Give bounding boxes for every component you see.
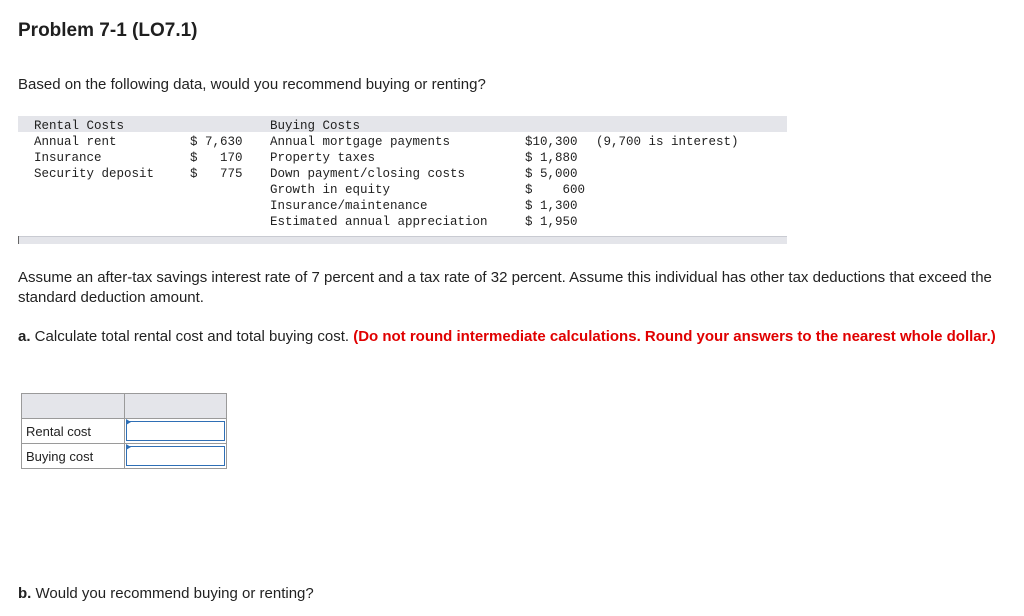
buying-item-value: $ 1,950	[525, 215, 578, 229]
answer-row-rental	[22, 419, 227, 444]
rental-item-value: $ 7,630	[190, 135, 243, 149]
rental-cost-cell	[125, 419, 227, 444]
rental-cost-input[interactable]	[126, 421, 225, 441]
input-flag-icon	[126, 419, 131, 425]
rental-item-value: $ 775	[190, 167, 243, 181]
rental-item-label: Security deposit	[34, 167, 155, 181]
rental-item-value: $ 170	[190, 151, 243, 165]
buying-item-label: Property taxes	[270, 151, 376, 165]
rental-item-label: Annual rent	[34, 135, 117, 149]
buying-item-value: $ 1,300	[525, 199, 578, 213]
question-prompt: Based on the following data, would you recommend buying or renting?	[18, 76, 486, 93]
answer-table-header	[22, 394, 227, 419]
buying-costs-header: Buying Costs	[270, 119, 361, 133]
input-flag-icon	[126, 444, 131, 450]
assumption-text: Assume an after-tax savings interest rate of 7 percent and a tax rate of 32 percent. Assume this individual has other tax deductions that exceed the standard deduction amount.	[18, 269, 992, 306]
data-panel-rule-edge	[18, 236, 19, 244]
part-b-text: Would you recommend buying or renting?	[31, 585, 314, 602]
rental-costs-header: Rental Costs	[34, 119, 125, 133]
answer-header-cell	[125, 394, 227, 419]
buying-item-label: Estimated annual appreciation	[270, 215, 488, 229]
part-a-question	[18, 327, 1008, 347]
buying-item-label: Insurance/maintenance	[270, 199, 428, 213]
buying-cost-cell	[125, 444, 227, 469]
buying-item-label: Growth in equity	[270, 183, 391, 197]
buying-item-label: Annual mortgage payments	[270, 135, 451, 149]
cost-data-panel	[18, 116, 787, 244]
buying-item-label: Down payment/closing costs	[270, 167, 466, 181]
buying-item-value: $10,300	[525, 135, 578, 149]
part-b-prefix: b.	[18, 585, 32, 602]
buying-item-value: $ 600	[525, 183, 586, 197]
part-a-instruction: (Do not round intermediate calculations. Round your answers to the nearest whole dollar.)	[353, 328, 996, 345]
part-a-prefix: a.	[18, 328, 31, 345]
buying-item-value: $ 5,000	[525, 167, 578, 181]
buying-item-value: $ 1,880	[525, 151, 578, 165]
part-a-text: Calculate total rental cost and total buying cost.	[30, 328, 354, 345]
buying-cost-input[interactable]	[126, 446, 225, 466]
data-panel-bottom-rule	[18, 236, 787, 244]
rental-item-label: Insurance	[34, 151, 102, 165]
rental-cost-label: Rental cost	[22, 419, 125, 444]
buying-cost-label: Buying cost	[22, 444, 125, 469]
answer-header-cell	[22, 394, 125, 419]
data-panel-header-shade	[18, 116, 787, 132]
problem-title: Problem 7-1 (LO7.1)	[18, 20, 198, 41]
part-b-question	[18, 584, 1008, 604]
answer-table	[21, 393, 227, 469]
buying-item-note: (9,700 is interest)	[596, 135, 739, 149]
answer-row-buying	[22, 444, 227, 469]
